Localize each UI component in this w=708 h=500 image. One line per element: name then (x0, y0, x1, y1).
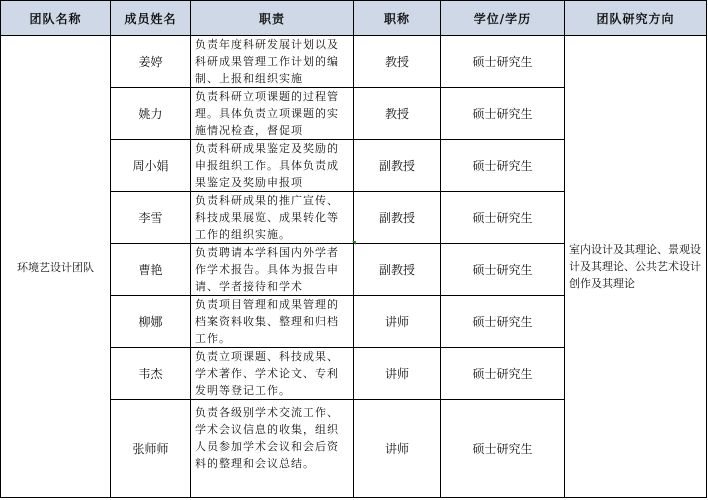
duty-cell (191, 88, 354, 140)
duty-cell (191, 244, 354, 296)
duty-cell (191, 400, 354, 498)
duty-text: 负责立项课题、科技成果、学术著作、学术论文、专利发明等登记工作。 (195, 350, 339, 397)
member-name: 曹艳 (111, 244, 191, 296)
degree-cell: 硕士研究生 (441, 244, 565, 296)
research-focus-cell: 室内设计及其理论、景观设计及其理论、公共艺术设计创作及其理论 (565, 36, 707, 498)
duty-text: 负责各级别学术交流工作、学术会议信息的收集，组织人员参加学术会议和会后资料的整理和会议总结。 (195, 406, 339, 470)
degree-cell: 硕士研究生 (441, 400, 565, 498)
member-name: 周小娟 (111, 140, 191, 192)
header-degree: 学位/学历 (441, 1, 565, 36)
header-focus: 团队研究方向 (565, 1, 707, 36)
member-name: 姜婷 (111, 36, 191, 88)
degree-cell: 硕士研究生 (441, 348, 565, 400)
title-cell: 讲师 (354, 296, 441, 348)
duty-cell (191, 296, 354, 348)
comment-marker-icon (352, 241, 356, 245)
duty-cell (191, 348, 354, 400)
duty-text: 负责项目管理和成果管理的档案资料收集、整理和归档工作。 (195, 298, 339, 345)
member-name: 姚力 (111, 88, 191, 140)
header-duty: 职责 (191, 1, 354, 36)
duty-text: 负责科研立项课题的过程管理。具体负责立项课题的实施情况检查，督促项 (195, 90, 339, 137)
title-cell: 副教授 (354, 192, 441, 244)
degree-cell: 硕士研究生 (441, 36, 565, 88)
member-name: 张师师 (111, 400, 191, 498)
team-name-cell: 环境艺设计团队 (1, 36, 111, 498)
table-row (1, 36, 707, 88)
title-cell: 教授 (354, 36, 441, 88)
header-row (1, 1, 707, 36)
degree-cell: 硕士研究生 (441, 192, 565, 244)
duty-text: 负责科研成果鉴定及奖励的申报组织工作。具体负责成果鉴定及奖励申报项 (195, 142, 339, 189)
title-cell: 副教授 (354, 244, 441, 296)
member-name: 李雪 (111, 192, 191, 244)
duty-cell (191, 140, 354, 192)
title-cell: 讲师 (354, 348, 441, 400)
duty-text: 负责年度科研发展计划以及科研成果管理工作计划的编制、上报和组织实施 (195, 38, 339, 85)
header-team: 团队名称 (1, 1, 111, 36)
member-name: 柳娜 (111, 296, 191, 348)
header-title: 职称 (354, 1, 441, 36)
duty-cell (191, 192, 354, 244)
degree-cell: 硕士研究生 (441, 296, 565, 348)
member-name: 韦杰 (111, 348, 191, 400)
degree-cell: 硕士研究生 (441, 88, 565, 140)
duty-text: 负责聘请本学科国内外学者作学术报告。具体为报告申请、学者接待和学术 (195, 246, 339, 293)
title-cell: 讲师 (354, 400, 441, 498)
degree-cell: 硕士研究生 (441, 140, 565, 192)
title-cell: 副教授 (354, 140, 441, 192)
header-member: 成员姓名 (111, 1, 191, 36)
title-cell: 教授 (354, 88, 441, 140)
duty-cell (191, 36, 354, 88)
duty-text: 负责科研成果的推广宣传、科技成果展览、成果转化等工作的组织实施。 (195, 194, 339, 241)
